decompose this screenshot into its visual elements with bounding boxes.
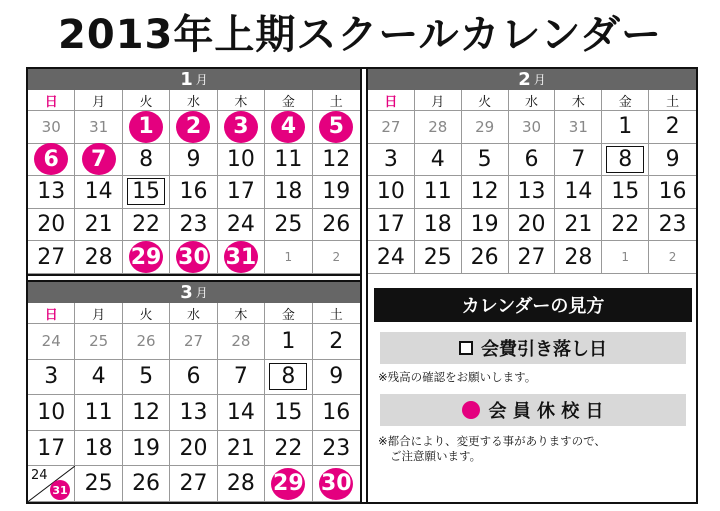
month-label: 月 [195,73,208,87]
day-number: 4 [271,111,305,143]
calendar-day: 9 [313,360,360,396]
calendar-day: 28 [218,466,265,502]
day-number: 5 [319,111,353,143]
calendar-day: 2 [313,324,360,360]
calendar-day: 27 [28,241,75,274]
day-number: 8 [606,146,644,173]
calendar-day: 15 [265,395,312,431]
calendar-day: 10 [28,395,75,431]
weekday-label: 木 [218,303,265,323]
calendar-day: 9 [649,144,696,177]
calendar-day: 30 [509,111,556,144]
holiday-day [123,241,170,274]
weekday-label: 日 [28,90,75,110]
calendar-day: 4 [75,360,122,396]
calendar-day: 31 [555,111,602,144]
month-february [368,69,696,274]
calendar-day: 7 [555,144,602,177]
payment-day-legend [380,332,686,364]
calendar-day: 1 [265,324,312,360]
page-title: 2013年上期スクールカレンダー [58,11,662,58]
day-number: 7 [82,143,116,175]
calendar-day: 24 [218,209,265,242]
calendar-day: 10 [368,176,415,209]
calendar-frame [26,67,698,504]
change-note-2: ご注意願います。 [390,449,482,463]
calendar-day: 18 [265,176,312,209]
calendar-day: 30 [28,111,75,144]
month-header [28,282,360,303]
calendar-day: 20 [509,209,556,242]
weekday-label: 水 [170,303,217,323]
day-number: 29 [129,241,163,273]
holiday-legend [380,394,686,426]
calendar-day: 11 [415,176,462,209]
day-grid [28,324,360,502]
change-note: ※都合により、変更する事がありますので、 [378,434,606,448]
weekday-label: 土 [329,94,343,110]
day-number: 1 [129,111,163,143]
calendar-day: 10 [218,144,265,177]
weekday-label: 水 [509,90,556,110]
holiday-day [170,111,217,144]
calendar-day: 27 [368,111,415,144]
square-icon [459,341,473,355]
weekday-label: 火 [123,90,170,110]
calendar-day: 3 [368,144,415,177]
calendar-day: 1 [602,241,649,274]
month-label: 月 [533,73,546,87]
calendar-day: 16 [313,395,360,431]
weekday-row [368,90,696,111]
day-number: 3 [224,111,258,143]
holiday-day [218,241,265,274]
calendar-day: 28 [75,241,122,274]
holiday-day [265,111,312,144]
calendar-day: 27 [509,241,556,274]
legend-panel [370,284,694,500]
calendar-day: 2 [649,241,696,274]
weekday-label: 土 [329,307,343,323]
calendar-day: 8 [123,144,170,177]
calendar-day: 22 [123,209,170,242]
calendar-day: 21 [218,431,265,467]
calendar-day: 26 [462,241,509,274]
month-header [368,69,696,90]
calendar-day: 25 [75,466,122,502]
day-grid [368,111,696,274]
calendar-day: 6 [170,360,217,396]
calendar-day: 23 [649,209,696,242]
month-header [28,69,360,90]
weekday-row [28,90,360,111]
calendar-day: 25 [415,241,462,274]
month-january [28,69,360,274]
weekday-row [28,303,360,324]
calendar-day: 11 [75,395,122,431]
calendar-day: 31 [75,111,122,144]
calendar-day: 29 [462,111,509,144]
day-number: 8 [269,363,307,390]
calendar-day: 20 [170,431,217,467]
calendar-day: 14 [555,176,602,209]
calendar-day: 24 [368,241,415,274]
calendar-day: 23 [170,209,217,242]
holiday-day [170,241,217,274]
day-number: 15 [127,178,165,205]
calendar-day: 9 [170,144,217,177]
weekday-label: 月 [415,90,462,110]
holiday-day [313,111,360,144]
calendar-day: 5 [462,144,509,177]
legend-heading: カレンダーの見方 [374,288,692,322]
calendar-day: 16 [170,176,217,209]
calendar-day: 20 [28,209,75,242]
calendar-day: 28 [218,324,265,360]
calendar-day [28,466,75,502]
calendar-day: 1 [602,111,649,144]
calendar-day: 26 [123,324,170,360]
calendar-day: 12 [313,144,360,177]
calendar-day: 12 [462,176,509,209]
calendar-day: 13 [28,176,75,209]
day-number: 30 [176,241,210,273]
holiday-label: 会 員 休 校 日 [488,401,604,422]
month-number: 1 [180,69,193,90]
payment-day [602,144,649,177]
weekday-label: 水 [170,90,217,110]
weekday-label: 土 [666,94,680,110]
weekday-label: 月 [75,90,122,110]
weekday-label: 月 [75,303,122,323]
calendar-day: 18 [415,209,462,242]
weekday-label: 日 [28,303,75,323]
calendar-day: 25 [75,324,122,360]
month-label: 月 [195,286,208,300]
holiday-day [28,144,75,177]
day-number: 2 [176,111,210,143]
calendar-day: 2 [649,111,696,144]
calendar-day: 18 [75,431,122,467]
weekday-label: 木 [555,90,602,110]
calendar-day: 26 [123,466,170,502]
calendar-day: 13 [509,176,556,209]
weekday-label: 日 [368,90,415,110]
holiday-day [265,466,312,502]
month-number: 3 [180,282,193,303]
weekday-label: 金 [602,90,649,110]
horizontal-divider [28,274,360,282]
vertical-divider [360,69,368,502]
calendar-day: 14 [218,395,265,431]
calendar-day: 12 [123,395,170,431]
calendar-day: 27 [170,466,217,502]
calendar-day: 28 [555,241,602,274]
day-number: 6 [34,143,68,175]
calendar-day: 25 [265,209,312,242]
calendar-day: 27 [170,324,217,360]
payment-day-label: 会費引き落し日 [481,339,607,360]
calendar-day: 24 [28,324,75,360]
calendar-day: 26 [313,209,360,242]
payment-note: ※残高の確認をお願いします。 [378,370,537,384]
day-grid [28,111,360,274]
weekday-label: 木 [218,90,265,110]
month-number: 2 [518,69,531,90]
calendar-day: 22 [265,431,312,467]
weekday-label: 火 [123,303,170,323]
holiday-day [75,144,122,177]
calendar-day: 21 [75,209,122,242]
calendar-day: 19 [123,431,170,467]
day-number: 29 [271,468,305,500]
calendar-day: 16 [649,176,696,209]
holiday-dot-icon [462,401,480,419]
calendar-day: 1 [265,241,312,274]
calendar-day: 14 [75,176,122,209]
weekday-label: 火 [462,90,509,110]
calendar-day: 17 [368,209,415,242]
calendar-day: 19 [462,209,509,242]
calendar-day: 11 [265,144,312,177]
calendar-day: 15 [602,176,649,209]
calendar-day: 3 [28,360,75,396]
calendar-day: 19 [313,176,360,209]
month-march [28,282,360,502]
calendar-day: 21 [555,209,602,242]
calendar-day: 28 [415,111,462,144]
payment-day [123,176,170,209]
calendar-day: 17 [28,431,75,467]
calendar-day: 13 [170,395,217,431]
holiday-day [218,111,265,144]
day-number: 31 [224,241,258,273]
holiday-day-number: 31 [50,480,70,500]
calendar-day: 4 [415,144,462,177]
day-number: 30 [319,468,353,500]
calendar-day: 23 [313,431,360,467]
payment-day [265,360,312,396]
weekday-label: 金 [265,90,312,110]
calendar-day: 5 [123,360,170,396]
holiday-day [123,111,170,144]
holiday-day [313,466,360,502]
calendar-day: 7 [218,360,265,396]
day-number: 24 [31,468,48,484]
calendar-day: 17 [218,176,265,209]
weekday-label: 金 [265,303,312,323]
calendar-day: 22 [602,209,649,242]
calendar-day: 2 [313,241,360,274]
calendar-day: 6 [509,144,556,177]
